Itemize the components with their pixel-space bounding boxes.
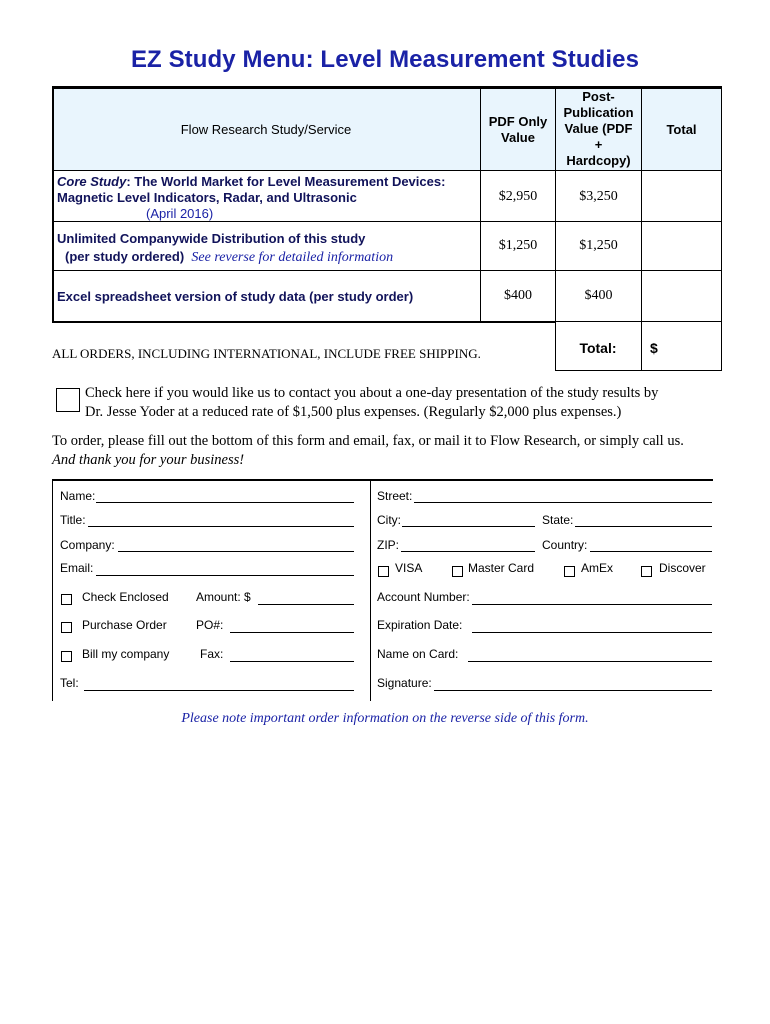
state-label: State: [542,513,574,527]
row-excel-pdf-price: $400 [504,288,532,303]
company-field[interactable] [118,551,354,552]
account-number-label: Account Number: [377,590,470,604]
street-label: Street: [377,489,413,503]
grand-total-value[interactable]: $ [650,340,658,356]
zip-field[interactable] [401,551,535,552]
header-pdf-only: PDF Only Value [488,114,548,145]
mastercard-checkbox[interactable] [452,566,463,577]
row-excel-label: Excel spreadsheet version of study data (per study order) [57,289,414,304]
visa-label: VISA [395,561,423,575]
bill-company-checkbox[interactable] [61,651,72,662]
form-top-rule [52,479,713,481]
country-field[interactable] [590,551,712,552]
email-field[interactable] [96,575,354,576]
study-menu-table [52,86,722,322]
grand-total-label: Total: [579,340,617,356]
row-distribution-post-price: $1,250 [579,238,618,253]
account-number-field[interactable] [472,604,712,605]
expiration-label: Expiration Date: [377,618,463,632]
grand-total-box [555,322,722,371]
check-enclosed-label: Check Enclosed [82,590,169,604]
fax-field[interactable] [230,661,354,662]
row-distribution-pdf-price: $1,250 [498,238,538,253]
amex-checkbox[interactable] [564,566,575,577]
form-left-rule [52,479,53,701]
city-field[interactable] [402,526,535,527]
po-field[interactable] [230,632,354,633]
country-label: Country: [542,538,588,552]
row-core-study-label: Core Study: The World Market for Level Measurement Devices: Magnetic Level Indicators, Radar, and Ultrasonic (April 2016) [57,174,446,221]
row-core-study-post-price: $3,250 [579,189,618,204]
purchase-order-checkbox[interactable] [61,622,72,633]
form-center-rule [370,479,371,701]
amount-label: Amount: $ [196,590,251,604]
purchase-order-label: Purchase Order [82,618,167,632]
row-excel-post-price: $400 [584,288,613,303]
amount-field[interactable] [258,604,354,605]
presentation-checkbox[interactable] [56,388,80,412]
name-on-card-label: Name on Card: [377,647,459,661]
row-distribution-label: Unlimited Companywide Distribution of this study (per study ordered) See reverse for detailed information [57,231,394,265]
name-field[interactable] [96,502,354,503]
expiration-field[interactable] [472,632,712,633]
check-enclosed-checkbox[interactable] [61,594,72,605]
tel-label: Tel: [60,676,79,690]
zip-label: ZIP: [377,538,400,552]
name-label: Name: [60,489,96,503]
title-label: Title: [60,513,86,527]
discover-checkbox[interactable] [641,566,652,577]
shipping-notice: ALL ORDERS, INCLUDING INTERNATIONAL, INCLUDE FREE SHIPPING. [52,346,481,361]
bill-company-label: Bill my company [82,647,170,661]
po-label: PO#: [196,618,224,632]
tel-field[interactable] [84,690,354,691]
signature-field[interactable] [434,690,712,691]
footer-note: Please note important order information on the reverse side of this form. [181,711,589,726]
city-label: City: [377,513,401,527]
name-on-card-field[interactable] [468,661,712,662]
header-total: Total [666,122,697,137]
visa-checkbox[interactable] [378,566,389,577]
table-row-divider [52,270,722,271]
discover-label: Discover [659,561,706,575]
email-label: Email: [60,561,94,575]
page-title: EZ Study Menu: Level Measurement Studies [130,46,640,73]
header-post-publication: Post- Publication Value (PDF + Hardcopy) [563,89,634,168]
signature-label: Signature: [377,676,432,690]
header-service: Flow Research Study/Service [180,122,352,137]
title-field[interactable] [88,526,354,527]
company-label: Company: [60,538,115,552]
presentation-offer: Check here if you would like us to contact you about a one-day presentation of the study results by Dr. Jesse Yoder at a reduced rate of $1,500 plus expenses. (Regularly $2,000 plus expenses.) [85,385,659,420]
order-instructions: To order, please fill out the bottom of this form and email, fax, or mail it to Flow Research, or simply call us. And thank you for your business! [52,433,684,468]
state-field[interactable] [575,526,712,527]
mastercard-label: Master Card [468,561,535,575]
table-right-border [721,89,722,322]
table-row-divider [52,170,722,171]
fax-label: Fax: [200,647,224,661]
amex-label: AmEx [581,561,614,575]
row-core-study-pdf-price: $2,950 [498,189,538,204]
street-field[interactable] [414,502,712,503]
